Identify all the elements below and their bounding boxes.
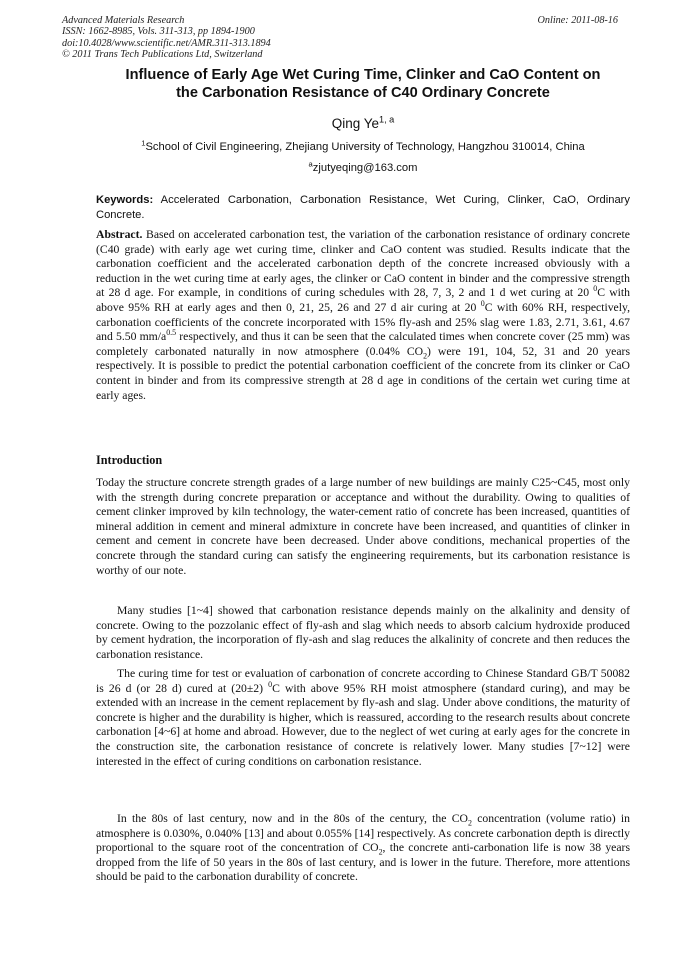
p4-text-b: concentration (volume ratio) in atmosphere is 0.030%, 0.040% [13] and about 0.055% [14] respectively. As concrete carbonation depth is directly proportional to the square root of the concentration of CO [96, 812, 630, 855]
author-email [96, 159, 630, 174]
keywords [96, 193, 630, 223]
journal-header [62, 15, 618, 61]
affiliation-text: School of Civil Engineering, Zhejiang University of Technology, Hangzhou 310014, China [145, 141, 585, 153]
author-affil-mark: 1, a [378, 114, 395, 125]
doi-line: doi:10.4028/www.scientific.net/AMR.311-313.1894 [62, 37, 271, 49]
journal-name: Advanced Materials Research [62, 15, 185, 26]
abstract-text-5: ) were 191, 104, 52, 31 and 20 years respectively. It is possible to predict the potential carbonation coefficient of the concrete from its clinker or CaO content in binder and from its compressive strength at 28 d age in conditions of the certain wet curing time at early ages. [96, 344, 630, 402]
affiliation-mark: 1 [141, 138, 146, 148]
intro-paragraph-3 [96, 667, 630, 769]
exponent-mark: 0.5 [166, 328, 177, 338]
p4-subscript-1: 2 [467, 818, 472, 828]
abstract-text-1: Based on accelerated carbonation test, the variation of the carbonation resistance of ordinary concrete (C40 grade) with early age wet curing time, clinker and CaO content was studied. Results indicate that the carbonation coefficient and the accelerated carbonation depth of the concrete increased obviously with a reduction in the wet curing time at early ages, the clinker or CaO content in binder and the compressive strength at 28 d age. For example, in conditions of curing schedules with 28, 7, 3, 2 and 1 d wet curing at 20 [96, 228, 630, 300]
keywords-text: Accelerated Carbonation, Carbonation Resistance, Wet Curing, Clinker, CaO, Ordinary Concrete. [96, 194, 630, 221]
author-name: Qing Ye [331, 116, 379, 131]
email-mark: a [308, 159, 313, 169]
abstract-text-3: C with 60% RH, respectively, carbonation coefficients of the concrete incorporated with 15% fly-ash and 25% slag were 1.83, 2.71, 3.61, 4.67 and 5.50 mm/a [96, 300, 631, 344]
p4-subscript-2: 2 [378, 847, 383, 857]
intro-paragraph-4 [96, 812, 630, 885]
abstract [96, 228, 630, 403]
p3-text-b: C with above 95% RH moist atmosphere (standard curing), and may be extended with an increase in the cement replacement by fly-ash and slag. Under above conditions, the maturity of concrete is higher and the durability is higher, which is reassured, according to the research results about concrete carbonation [4~6] at home and abroad. However, due to the neglect of wet curing at early ages for the concrete in the construction site, the carbonation resistance of concrete is relatively lower. Many studies [7~12] were interested in the effect of curing conditions on carbonation resistance. [96, 681, 630, 768]
title-line-1: Influence of Early Age Wet Curing Time, Clinker and CaO Content on [125, 67, 601, 83]
p3-degree-mark: 0 [268, 679, 273, 689]
abstract-text-4: respectively, and thus it can be seen that the calculated times when concrete cover (25 mm) was completely carbonated naturally in now atmosphere (0.04% CO [96, 330, 630, 358]
p4-text-c: , the concrete anti-carbonation life is now 38 years dropped from the life of 50 years in the 80s of last century, and is lower in the future. Therefore, more attentions should be paid to the carbonation durability of concrete. [96, 841, 630, 884]
copyright-line: © 2011 Trans Tech Publications Ltd, Switzerland [62, 49, 263, 61]
intro-paragraph-1: Today the structure concrete strength grades of a large number of new buildings are mainly C25~C45, most only with the strength during concrete preparation or acceptance and without the durability. Owing to qualities of cement clinker improved by kiln technology, the water-cement ratio of concrete has been increased, quantities of mineral addition in cement and mineral admixture in concrete have been increased, and quantities of clinker in cement and cement in concrete have been decreased. Under above conditions, mechanical properties of the concrete through the standard curing can satisfy the engineering requirements, but its carbonation resistance is worthy of our note. [96, 476, 630, 577]
p3-text-a: The curing time for test or evaluation of carbonation of concrete according to Chinese Standard GB/T 50082 is 26 d (or 28 d) cured at (20±2) [96, 667, 630, 695]
keywords-label: Keywords: [96, 194, 154, 206]
email-text: zjutyeqing@163.com [312, 162, 418, 174]
degree-mark-2: 0 [480, 299, 485, 309]
intro-paragraph-2: Many studies [1~4] showed that carbonation resistance depends mainly on the alkalinity and density of concrete. Owing to the pozzolanic effect of fly-ash and slag which needs to absorb calcium hydroxide produced by cement hydration, the incorporation of fly-ash and slag reduces the alkalinity of concrete and then reduces the carbonation resistance. [96, 604, 630, 661]
title-line-2: the Carbonation Resistance of C40 Ordinary Concrete [176, 85, 550, 101]
abstract-text-2: C with above 95% RH at early ages and then 0, 21, 25, 26 and 27 d air curing at 20 [96, 286, 630, 314]
abstract-label: Abstract. [96, 228, 143, 241]
online-date: Online: 2011-08-16 [537, 15, 618, 26]
issn-line: ISSN: 1662-8985, Vols. 311-313, pp 1894-1900 [62, 26, 255, 38]
introduction-heading: Introduction [96, 453, 163, 467]
paper-title [96, 66, 630, 102]
author-line [96, 116, 630, 131]
degree-mark-1: 0 [593, 284, 598, 294]
p4-text-a: In the 80s of last century, now and in the 80s of the century, the CO [117, 812, 468, 825]
co2-subscript: 2 [423, 351, 428, 361]
affiliation [96, 138, 630, 153]
